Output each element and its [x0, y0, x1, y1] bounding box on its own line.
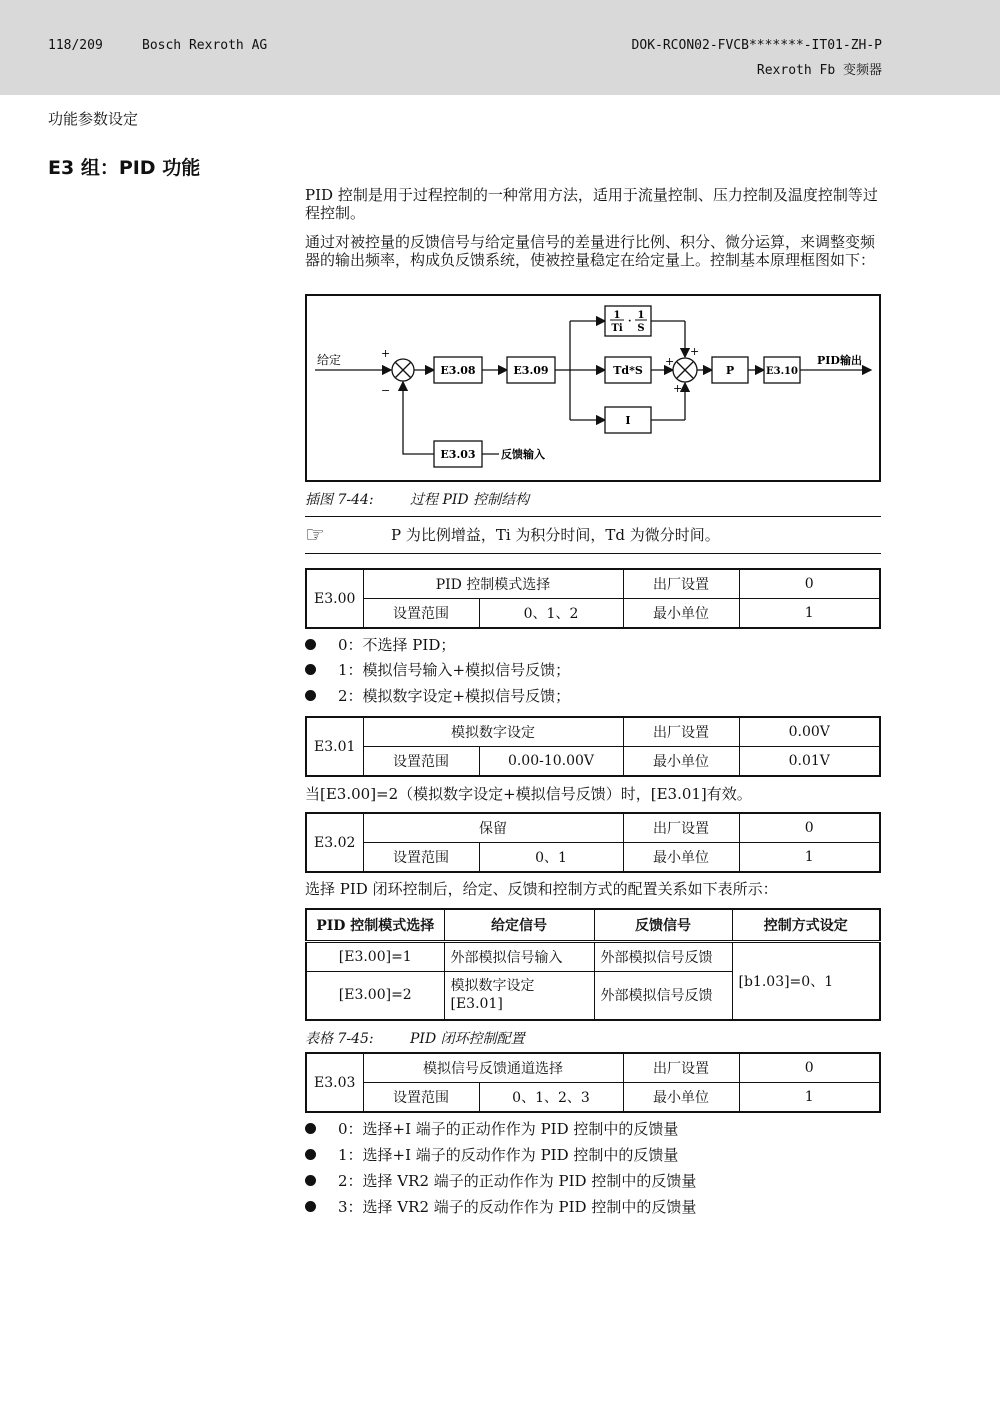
figure-number: 插图 7-44:: [305, 492, 374, 508]
pid-block-diagram: [305, 294, 882, 483]
table-number: 表格 7-45:: [305, 1031, 374, 1047]
range-value: 0、1: [479, 843, 623, 873]
list-item: 3：选择 VR2 端子的反动作作为 PID 控制中的反馈量: [305, 1198, 696, 1216]
default-label: 出厂设置: [623, 1053, 739, 1083]
list-item: 0：不选择 PID；: [305, 636, 455, 654]
list-item: 2：选择 VR2 端子的正动作作为 PID 控制中的反馈量: [305, 1172, 696, 1190]
table-cell: 外部模拟信号反馈: [594, 972, 732, 1020]
sum2-plus-bottom: +: [673, 382, 683, 395]
control-mode-cell: [b1.03]=0、1: [732, 942, 880, 1020]
unit-label: 最小单位: [623, 599, 739, 629]
default-label: 出厂设置: [623, 717, 739, 747]
summing-junction-1: [392, 359, 414, 381]
unit-value: 1: [739, 1083, 880, 1113]
range-value: 0.00-10.00V: [479, 747, 623, 777]
sum1-minus: −: [381, 384, 391, 397]
unit-label: 最小单位: [623, 1083, 739, 1113]
range-value: 0、1、2: [479, 599, 623, 629]
svg-text:·: ·: [628, 316, 632, 327]
sum1-plus: +: [381, 347, 391, 360]
param-code: E3.01: [306, 717, 363, 776]
table-cell: 外部模拟信号反馈: [594, 942, 732, 972]
block-e308-label: E3.08: [440, 364, 476, 377]
block-derivative-label: Td*S: [613, 364, 643, 377]
e301-note: 当[E3.00]=2（模拟数字设定+模拟信号反馈）时，[E3.01]有效。: [305, 785, 752, 803]
unit-value: 1: [739, 843, 880, 873]
default-value: 0: [739, 813, 880, 843]
col-header: 控制方式设定: [732, 909, 880, 942]
default-value: 0: [739, 1053, 880, 1083]
table-cell: [E3.00]=1: [306, 942, 444, 972]
list-item: 1：选择+I 端子的反动作作为 PID 控制中的反馈量: [305, 1146, 678, 1164]
block-p-label: P: [725, 364, 735, 377]
table-row: [306, 942, 880, 972]
param-code: E3.00: [306, 569, 363, 628]
integral-block: [605, 306, 651, 336]
col-header: 给定信号: [444, 909, 594, 942]
pointing-hand-icon: ☞: [305, 523, 325, 548]
table-title: PID 闭环控制配置: [410, 1031, 525, 1047]
range-label: 设置范围: [363, 599, 479, 629]
pid-config-table: [305, 908, 881, 1021]
frac-den-2: S: [637, 323, 645, 334]
param-table-e300: [305, 568, 881, 629]
param-table-e303: [305, 1052, 881, 1113]
table-cell: [E3.00]=2: [306, 972, 444, 1020]
param-name: 保留: [363, 813, 623, 843]
sum2-plus-left: +: [665, 355, 675, 368]
frac-num-2: 1: [637, 310, 645, 321]
feedback-label: 反馈输入: [501, 448, 545, 461]
default-value: 0: [739, 569, 880, 599]
param-code: E3.02: [306, 813, 363, 872]
list-item: 0：选择+I 端子的正动作作为 PID 控制中的反馈量: [305, 1120, 678, 1138]
note-box: [305, 516, 881, 554]
intro-paragraph-1: PID 控制是用于过程控制的一种常用方法，适用于流量控制、压力控制及温度控制等过程控制。: [305, 186, 878, 222]
param-name: 模拟信号反馈通道选择: [363, 1053, 623, 1083]
block-e303-label: E3.03: [440, 448, 476, 461]
note-text: P 为比例增益，Ti 为积分时间，Td 为微分时间。: [391, 526, 720, 544]
range-label: 设置范围: [363, 843, 479, 873]
section-title: E3 组：PID 功能: [48, 157, 201, 179]
range-value: 0、1、2、3: [479, 1083, 623, 1113]
product-name: Rexroth Fb 变频器: [756, 63, 882, 78]
input-label: 给定: [317, 353, 342, 367]
list-item: 2：模拟数字设定+模拟信号反馈；: [305, 687, 570, 705]
block-e310-label: E3.10: [766, 366, 798, 377]
default-label: 出厂设置: [623, 569, 739, 599]
document-id: DOK-RCON02-FVCB*******-IT01-ZH-P: [631, 38, 882, 53]
unit-value: 0.01V: [739, 747, 880, 777]
frac-den-1: Ti: [611, 323, 623, 334]
config-intro: 选择 PID 闭环控制后，给定、反馈和控制方式的配置关系如下表所示：: [305, 880, 778, 898]
param-name: 模拟数字设定: [363, 717, 623, 747]
table-cell: 外部模拟信号输入: [444, 942, 594, 972]
param-name: PID 控制模式选择: [363, 569, 623, 599]
range-label: 设置范围: [363, 747, 479, 777]
default-value: 0.00V: [739, 717, 880, 747]
page-header: [0, 0, 1000, 95]
block-e309-label: E3.09: [513, 364, 549, 377]
list-item: 1：模拟信号输入+模拟信号反馈；: [305, 661, 570, 679]
company-name: Bosch Rexroth AG: [142, 38, 268, 53]
frac-num-1: 1: [613, 310, 621, 321]
figure-title: 过程 PID 控制结构: [410, 492, 530, 508]
block-i-label: I: [625, 414, 631, 427]
output-label: PID输出: [817, 354, 862, 367]
chapter-title: 功能参数设定: [48, 110, 139, 128]
range-label: 设置范围: [363, 1083, 479, 1113]
default-label: 出厂设置: [623, 813, 739, 843]
param-table-e302: [305, 812, 881, 873]
param-table-e301: [305, 716, 881, 777]
param-code: E3.03: [306, 1053, 363, 1112]
sum2-plus-top: +: [690, 345, 700, 358]
unit-value: 1: [739, 599, 880, 629]
unit-label: 最小单位: [623, 843, 739, 873]
diagram-frame: [306, 295, 880, 481]
page-number: 118/209: [48, 38, 103, 53]
col-header: 反馈信号: [594, 909, 732, 942]
intro-paragraph-2: 通过对被控量的反馈信号与给定量信号的差量进行比例、积分、微分运算，来调整变频器的输出频率，构成负反馈系统，使被控量稳定在给定量上。控制基本原理框图如下：: [305, 233, 876, 269]
table-cell: 模拟数字设定 [E3.01]: [444, 972, 594, 1020]
col-header: PID 控制模式选择: [306, 909, 444, 942]
unit-label: 最小单位: [623, 747, 739, 777]
summing-junction-2: [673, 358, 697, 382]
